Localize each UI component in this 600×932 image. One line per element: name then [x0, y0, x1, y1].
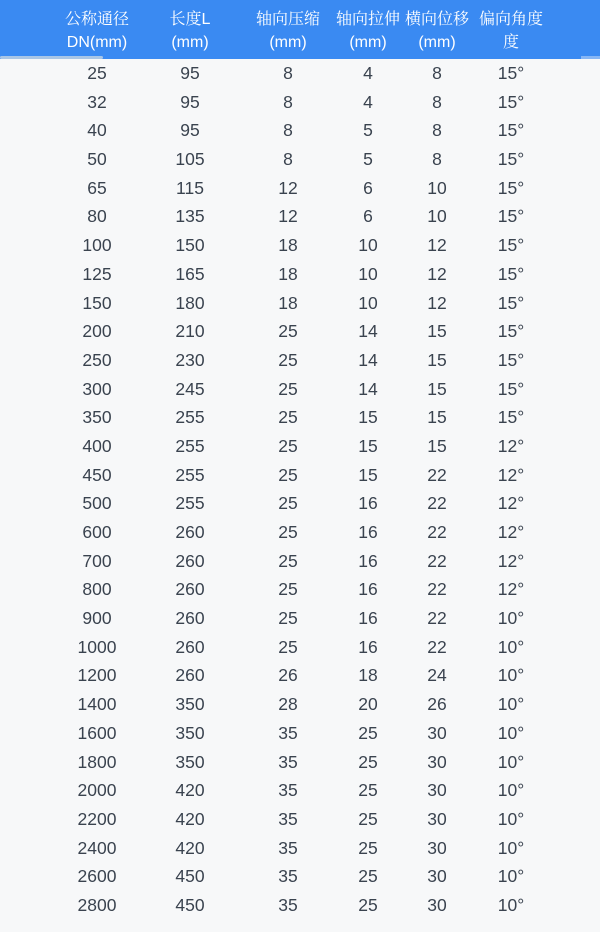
table-cell: 25 — [358, 751, 378, 772]
column-header-axial-compression — [240, 8, 336, 54]
table-row — [0, 690, 600, 719]
table-cell: 24 — [427, 665, 447, 686]
table-row — [0, 145, 600, 174]
column-header-length — [140, 8, 240, 54]
table-cell: 16 — [358, 550, 378, 571]
table-cell: 350 — [175, 722, 205, 743]
table-cell: 15° — [497, 292, 525, 313]
table-cell: 35 — [278, 866, 298, 887]
table-cell: 15 — [427, 435, 447, 456]
table-row — [0, 289, 600, 318]
table-cell: 500 — [82, 493, 112, 514]
table-cell: 12 — [427, 235, 447, 256]
table-cell: 14 — [358, 349, 378, 370]
table-cell: 26 — [278, 665, 298, 686]
horizontal-scrollbar-thumb[interactable] — [0, 56, 103, 59]
table-cell: 25 — [278, 493, 298, 514]
table-cell: 25 — [278, 608, 298, 629]
table-row — [0, 776, 600, 805]
table-cell: 35 — [278, 722, 298, 743]
table-cell: 25 — [358, 837, 378, 858]
table-cell: 20 — [358, 694, 378, 715]
table-row — [0, 661, 600, 690]
table-cell: 22 — [427, 636, 447, 657]
table-cell: 135 — [175, 206, 205, 227]
table-row — [0, 805, 600, 834]
table-cell: 25 — [278, 435, 298, 456]
table-cell: 25 — [278, 321, 298, 342]
table-cell: 15 — [358, 407, 378, 428]
table-cell: 18 — [278, 263, 298, 284]
column-title: 公称通径 — [64, 11, 129, 28]
table-cell: 25 — [278, 464, 298, 485]
table-cell: 30 — [427, 894, 447, 915]
table-cell: 260 — [175, 579, 205, 600]
table-cell: 32 — [87, 91, 107, 112]
table-cell: 8 — [432, 91, 442, 112]
table-cell: 10 — [358, 292, 378, 313]
table-cell: 450 — [175, 866, 205, 887]
table-cell: 260 — [175, 550, 205, 571]
table-cell: 5 — [363, 149, 373, 170]
table-cell: 18 — [278, 235, 298, 256]
table-cell: 10° — [497, 694, 525, 715]
table-cell: 12° — [497, 550, 525, 571]
table-cell: 15° — [497, 378, 525, 399]
table-cell: 25 — [278, 636, 298, 657]
table-cell: 105 — [175, 149, 205, 170]
table-cell: 16 — [358, 608, 378, 629]
table-cell: 12 — [427, 263, 447, 284]
table-cell: 10 — [358, 263, 378, 284]
column-header-lateral-displacement — [400, 8, 474, 54]
table-cell: 15 — [358, 435, 378, 456]
table-cell: 30 — [427, 866, 447, 887]
table-cell: 95 — [180, 63, 200, 83]
table-cell: 8 — [283, 91, 293, 112]
table-cell: 1800 — [77, 751, 117, 772]
table-row — [0, 88, 600, 117]
table-cell: 15° — [497, 177, 525, 198]
table-cell: 350 — [175, 751, 205, 772]
table-cell: 255 — [175, 464, 205, 485]
table-cell: 5 — [363, 120, 373, 141]
table-cell: 200 — [82, 321, 112, 342]
table-cell: 25 — [358, 894, 378, 915]
table-cell: 12 — [278, 206, 298, 227]
table-row — [0, 231, 600, 260]
table-cell: 2000 — [77, 780, 117, 801]
table-cell: 15° — [497, 349, 525, 370]
table-cell: 35 — [278, 780, 298, 801]
table-row — [0, 633, 600, 662]
table-cell: 900 — [82, 608, 112, 629]
table-cell: 95 — [180, 91, 200, 112]
table-cell: 8 — [283, 149, 293, 170]
table-cell: 260 — [175, 636, 205, 657]
table-cell: 10° — [497, 722, 525, 743]
table-cell: 8 — [432, 120, 442, 141]
table-cell: 12 — [278, 177, 298, 198]
table-cell: 25 — [278, 550, 298, 571]
table-cell: 95 — [180, 120, 200, 141]
column-header-dn — [0, 8, 140, 54]
column-unit: (mm) — [171, 34, 209, 51]
table-row — [0, 116, 600, 145]
table-cell: 30 — [427, 780, 447, 801]
table-cell: 450 — [175, 894, 205, 915]
horizontal-scrollbar-end — [581, 56, 600, 59]
table-cell: 350 — [175, 694, 205, 715]
table-cell: 16 — [358, 579, 378, 600]
table-cell: 12° — [497, 579, 525, 600]
table-cell: 15° — [497, 63, 525, 83]
table-row — [0, 403, 600, 432]
table-cell: 4 — [363, 63, 373, 83]
table-cell: 22 — [427, 608, 447, 629]
table-cell: 16 — [358, 493, 378, 514]
table-cell: 65 — [87, 177, 107, 198]
table-cell: 15° — [497, 263, 525, 284]
table-row — [0, 862, 600, 891]
table-cell: 25 — [358, 722, 378, 743]
table-cell: 18 — [278, 292, 298, 313]
table-cell: 28 — [278, 694, 298, 715]
table-row — [0, 748, 600, 777]
table-cell: 10 — [358, 235, 378, 256]
table-cell: 2200 — [77, 808, 117, 829]
table-cell: 2800 — [77, 894, 117, 915]
table-cell: 15° — [497, 407, 525, 428]
table-cell: 25 — [278, 407, 298, 428]
table-row — [0, 432, 600, 461]
table-cell: 230 — [175, 349, 205, 370]
table-row — [0, 202, 600, 231]
table-cell: 12° — [497, 464, 525, 485]
table-cell: 260 — [175, 665, 205, 686]
table-cell: 10° — [497, 608, 525, 629]
table-cell: 2600 — [77, 866, 117, 887]
table-row — [0, 461, 600, 490]
table-cell: 1600 — [77, 722, 117, 743]
table-cell: 25 — [278, 522, 298, 542]
table-cell: 6 — [363, 177, 373, 198]
table-cell: 100 — [82, 235, 112, 256]
table-cell: 15° — [497, 206, 525, 227]
table-cell: 14 — [358, 378, 378, 399]
table-row — [0, 719, 600, 748]
table-cell: 10 — [427, 177, 447, 198]
table-cell: 25 — [87, 63, 107, 83]
table-cell: 15° — [497, 149, 525, 170]
column-unit: 度 — [502, 34, 519, 51]
table-cell: 600 — [82, 522, 112, 542]
table-row — [0, 317, 600, 346]
table-row — [0, 346, 600, 375]
table-row — [0, 489, 600, 518]
table-cell: 8 — [432, 63, 442, 83]
table-cell: 150 — [175, 235, 205, 256]
table-cell: 12 — [427, 292, 447, 313]
table-cell: 1000 — [77, 636, 117, 657]
table-cell: 10° — [497, 751, 525, 772]
column-unit: (mm) — [418, 34, 456, 51]
table-cell: 25 — [278, 579, 298, 600]
column-title: 轴向压缩 — [255, 11, 320, 28]
table-cell: 25 — [278, 378, 298, 399]
column-unit: (mm) — [269, 34, 307, 51]
table-cell: 400 — [82, 435, 112, 456]
table-cell: 10° — [497, 636, 525, 657]
table-cell: 12° — [497, 493, 525, 514]
column-title: 横向位移 — [404, 11, 469, 28]
table-cell: 15 — [427, 321, 447, 342]
table-row — [0, 547, 600, 576]
table-cell: 10 — [427, 206, 447, 227]
table-cell: 125 — [82, 263, 112, 284]
column-title: 偏向角度 — [478, 11, 543, 28]
table-cell: 35 — [278, 894, 298, 915]
table-cell: 115 — [176, 177, 204, 198]
table-cell: 80 — [87, 206, 107, 227]
table-cell: 245 — [175, 378, 205, 399]
table-cell: 10° — [497, 780, 525, 801]
table-cell: 50 — [87, 149, 107, 170]
table-cell: 22 — [427, 493, 447, 514]
table-row — [0, 604, 600, 633]
table-cell: 8 — [283, 120, 293, 141]
table-cell: 22 — [427, 464, 447, 485]
table-cell: 210 — [175, 321, 205, 342]
table-row — [0, 260, 600, 289]
table-cell: 30 — [427, 751, 447, 772]
table-cell: 165 — [175, 263, 205, 284]
table-cell: 2400 — [77, 837, 117, 858]
table-cell: 180 — [175, 292, 205, 313]
table-row — [0, 174, 600, 203]
table-cell: 420 — [175, 837, 205, 858]
table-header — [0, 0, 600, 59]
table-cell: 420 — [175, 780, 205, 801]
table-cell: 4 — [363, 91, 373, 112]
table-cell: 15° — [497, 321, 525, 342]
column-header-axial-extension — [336, 8, 400, 54]
table-cell: 10° — [497, 894, 525, 915]
table-cell: 30 — [427, 808, 447, 829]
table-row — [0, 518, 600, 547]
table-cell: 15° — [497, 91, 525, 112]
column-unit: (mm) — [349, 34, 387, 51]
table-cell: 12° — [497, 435, 525, 456]
table-cell: 35 — [278, 808, 298, 829]
table-cell: 16 — [358, 636, 378, 657]
table-cell: 255 — [175, 407, 205, 428]
table-cell: 15 — [427, 378, 447, 399]
table-cell: 10° — [497, 808, 525, 829]
table-cell: 10° — [497, 837, 525, 858]
table-cell: 8 — [283, 63, 293, 83]
table-cell: 15° — [497, 235, 525, 256]
table-cell: 420 — [175, 808, 205, 829]
table-cell: 300 — [82, 378, 112, 399]
table-cell: 18 — [358, 665, 378, 686]
table-cell: 25 — [358, 808, 378, 829]
table-cell: 35 — [278, 751, 298, 772]
column-unit: DN(mm) — [66, 34, 128, 51]
table-cell: 25 — [278, 349, 298, 370]
table-row — [0, 575, 600, 604]
column-header-deflection-angle — [474, 8, 600, 54]
table-cell: 16 — [358, 522, 378, 542]
table-cell: 10° — [497, 665, 525, 686]
table-cell: 22 — [427, 579, 447, 600]
table-row — [0, 59, 600, 88]
column-title: 长度L — [169, 11, 211, 28]
table-cell: 255 — [175, 493, 205, 514]
table-cell: 15 — [427, 407, 447, 428]
table-cell: 260 — [175, 522, 205, 542]
table-cell: 25 — [358, 866, 378, 887]
table-cell: 30 — [427, 837, 447, 858]
table-cell: 250 — [82, 349, 112, 370]
table-cell: 260 — [175, 608, 205, 629]
table-cell: 255 — [175, 435, 205, 456]
table-cell: 8 — [432, 149, 442, 170]
table-cell: 40 — [87, 120, 107, 141]
table-cell: 15 — [427, 349, 447, 370]
table-row — [0, 891, 600, 920]
table-cell: 1200 — [77, 665, 117, 686]
table-cell: 10° — [497, 866, 525, 887]
table-cell: 22 — [427, 550, 447, 571]
table-row — [0, 834, 600, 863]
table-cell: 35 — [278, 837, 298, 858]
table-cell: 15 — [358, 464, 378, 485]
table-cell: 6 — [363, 206, 373, 227]
table-row — [0, 375, 600, 404]
table-cell: 800 — [82, 579, 112, 600]
table-cell: 22 — [427, 522, 447, 542]
table-cell: 30 — [427, 722, 447, 743]
table-cell: 350 — [82, 407, 112, 428]
table-body — [0, 59, 600, 920]
table-cell: 15° — [497, 120, 525, 141]
table-cell: 700 — [82, 550, 112, 571]
table-cell: 1400 — [77, 694, 117, 715]
table-cell: 25 — [358, 780, 378, 801]
table-cell: 150 — [82, 292, 112, 313]
table-cell: 450 — [82, 464, 112, 485]
table-cell: 26 — [427, 694, 447, 715]
table-cell: 12° — [497, 522, 525, 542]
table-cell: 14 — [358, 321, 378, 342]
column-title: 轴向拉伸 — [336, 11, 401, 28]
